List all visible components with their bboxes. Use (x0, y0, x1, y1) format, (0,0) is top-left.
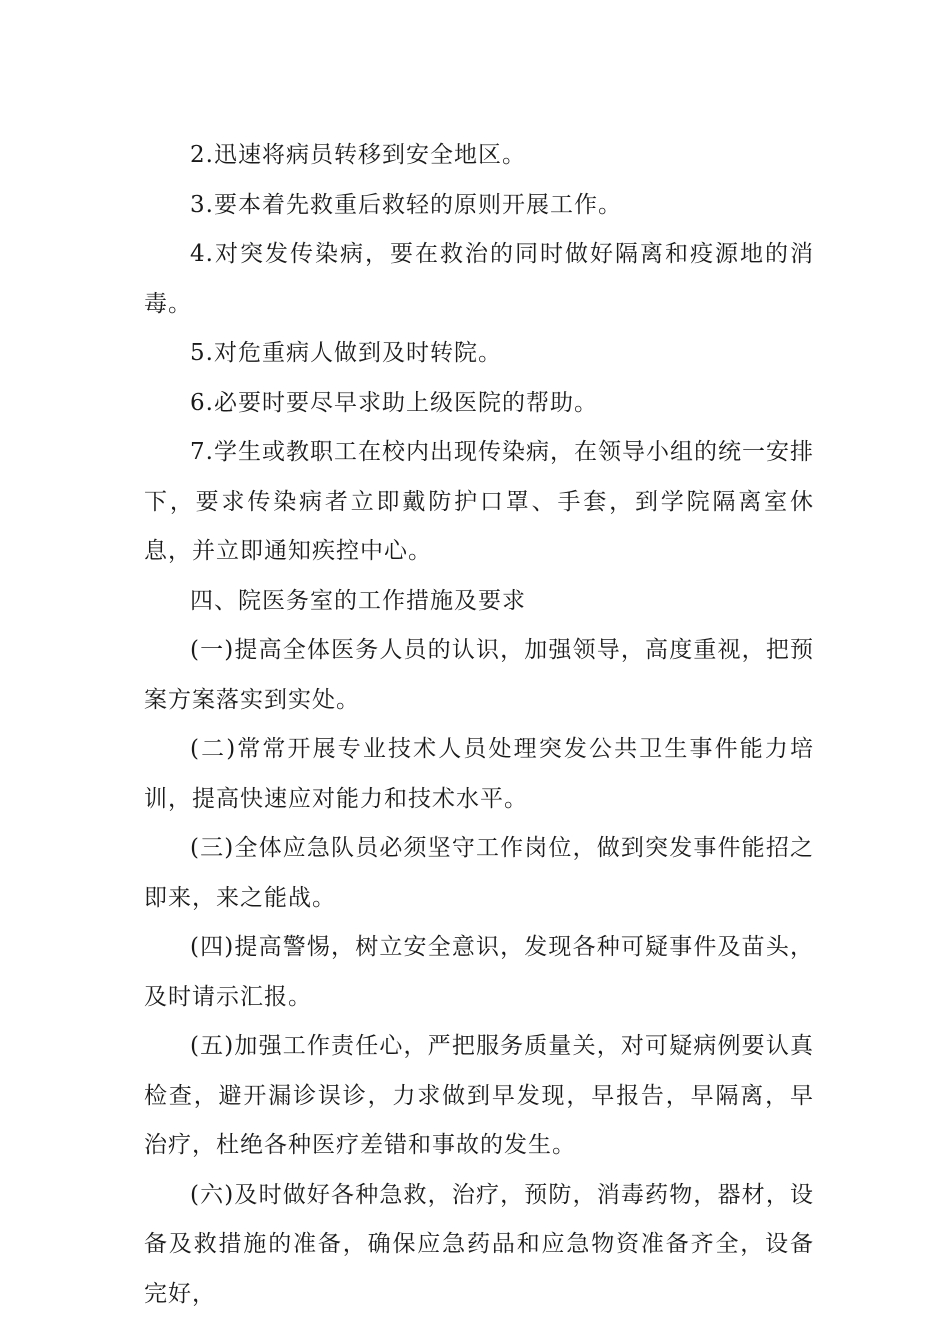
section-heading-4: 四、院医务室的工作措施及要求 (190, 587, 526, 614)
measure-item-2: (二)常常开展专业技术人员处理突发公共卫生事件能力培训，提高快速应对能力和技术水平。 (144, 736, 814, 812)
list-item-4: 4.对突发传染病，要在救治的同时做好隔离和疫源地的消毒。 (144, 241, 814, 317)
list-item-2: 2.迅速将病员转移到安全地区。 (190, 142, 526, 168)
measure-item-6: (六)及时做好各种急救，治疗，预防，消毒药物，器材，设备及救措施的准备，确保应急药品和应急物资准备齐全，设备完好， (144, 1181, 814, 1307)
measure-item-4: (四)提高警惕，树立安全意识，发现各种可疑事件及苗头，及时请示汇报。 (144, 934, 814, 1010)
measure-item-3: (三)全体应急队员必须坚守工作岗位，做到突发事件能招之即来，来之能战。 (144, 835, 814, 911)
document-body (144, 131, 814, 1319)
list-item-5: 5.对危重病人做到及时转院。 (190, 340, 502, 366)
measure-item-1: (一)提高全体医务人员的认识，加强领导，高度重视，把预案方案落实到实处。 (144, 637, 814, 713)
measure-item-5: (五)加强工作责任心，严把服务质量关，对可疑病例要认真检查，避开漏诊误诊，力求做到早发现，早报告，早隔离，早治疗，杜绝各种医疗差错和事故的发生。 (144, 1033, 814, 1158)
list-item-7: 7.学生或教职工在校内出现传染病，在领导小组的统一安排下，要求传染病者立即戴防护口罩、手套，到学院隔离室休息，并立即通知疾控中心。 (144, 439, 814, 564)
list-item-6: 6.必要时要尽早求助上级医院的帮助。 (190, 389, 598, 416)
list-item-3: 3.要本着先救重后救轻的原则开展工作。 (190, 191, 622, 218)
